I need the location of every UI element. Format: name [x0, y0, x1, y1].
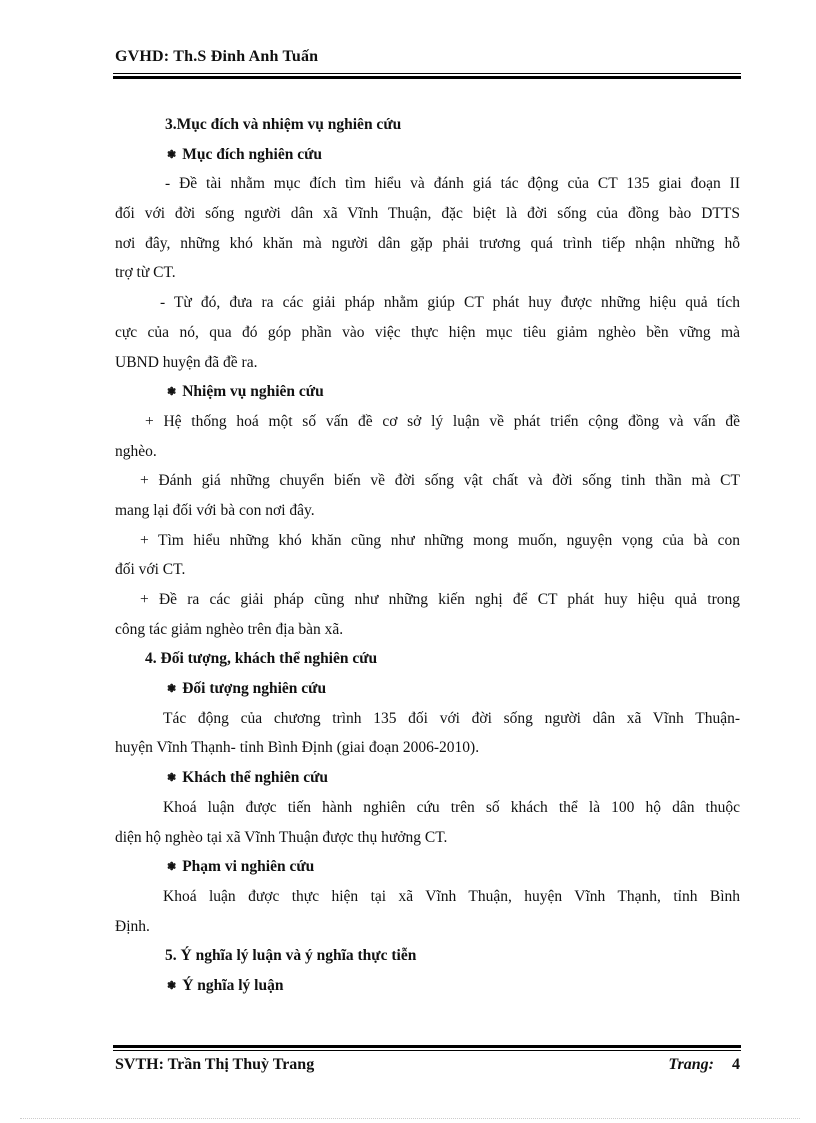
flower-bullet-icon: ❃ — [167, 979, 177, 992]
page-footer — [115, 1056, 740, 1074]
subheading-text: Đối tượng nghiên cứu — [182, 680, 327, 698]
page-header-advisor: GVHD: Th.S Đinh Anh Tuấn — [115, 48, 319, 65]
body-line: huyện Vĩnh Thạnh- tỉnh Bình Định (giai đoạn 2006-2010). — [115, 739, 480, 757]
body-line: - Từ đó, đưa ra các giải pháp nhằm giúp CT phát huy được những hiệu quả tích — [160, 294, 740, 312]
body-line: + Tìm hiểu những khó khăn cũng như những mong muốn, nguyện vọng của bà con — [140, 531, 740, 549]
page-body — [115, 110, 740, 1001]
page-number: 4 — [732, 1056, 740, 1073]
subheading-object — [115, 674, 740, 704]
subheading-text: Khách thể nghiên cứu — [182, 769, 329, 787]
body-line: nghèo. — [115, 442, 157, 460]
body-line: - Đề tài nhằm mục đích tìm hiểu và đánh giá tác động của CT 135 giai đoạn II — [165, 175, 740, 193]
footer-rule-thin — [113, 1050, 741, 1051]
footer-student: SVTH: Trần Thị Thuỳ Trang — [115, 1056, 315, 1073]
subheading-text: Nhiệm vụ nghiên cứu — [182, 383, 324, 401]
body-line: công tác giảm nghèo trên địa bàn xã. — [115, 620, 344, 638]
page-edge-divider — [20, 1118, 800, 1119]
footer-page — [668, 1056, 740, 1074]
body-line: Tác động của chương trình 135 đối với đời sống người dân xã Vĩnh Thuận- — [163, 709, 740, 727]
body-line: trợ từ CT. — [115, 264, 176, 282]
subheading-text: Mục đích nghiên cứu — [182, 145, 322, 163]
section-heading-4: 4. Đối tượng, khách thể nghiên cứu — [145, 650, 378, 668]
body-line: Khoá luận được thực hiện tại xã Vĩnh Thuận, huyện Vĩnh Thạnh, tỉnh Bình — [163, 887, 740, 905]
body-line: + Đề ra các giải pháp cũng như những kiến nghị để CT phát huy hiệu quả trong — [140, 591, 740, 608]
subheading-subject — [115, 763, 740, 793]
flower-bullet-icon: ❃ — [167, 148, 177, 161]
header-rule-thin — [113, 73, 741, 74]
flower-bullet-icon: ❃ — [167, 772, 177, 785]
footer-rule-thick — [113, 1045, 741, 1048]
subheading-text: Ý nghĩa lý luận — [182, 976, 284, 994]
section-heading-3: 3.Mục đích và nhiệm vụ nghiên cứu — [165, 116, 402, 133]
flower-bullet-icon: ❃ — [167, 861, 177, 874]
page-label: Trang: — [668, 1056, 714, 1073]
body-line: diện hộ nghèo tại xã Vĩnh Thuận được thụ hưởng CT. — [115, 828, 448, 846]
section-heading-5: 5. Ý nghĩa lý luận và ý nghĩa thực tiễn — [165, 947, 417, 965]
body-line: đối với đời sống người dân xã Vĩnh Thuận, đặc biệt là đời sống của đồng bào DTTS — [115, 205, 740, 223]
subheading-theory — [115, 971, 740, 1001]
body-line: Định. — [115, 917, 150, 935]
body-line: Khoá luận được tiến hành nghiên cứu trên số khách thể là 100 hộ dân thuộc — [163, 798, 740, 816]
body-line: nơi đây, những khó khăn mà người dân gặp phải trương quá trình tiếp nhận những hỗ — [115, 234, 740, 252]
flower-bullet-icon: ❃ — [167, 683, 177, 696]
flower-bullet-icon: ❃ — [167, 386, 177, 399]
subheading-purpose — [115, 140, 740, 170]
body-line: cực của nó, qua đó góp phần vào việc thực hiện mục tiêu giảm nghèo bền vững mà — [115, 323, 740, 341]
body-line: + Hệ thống hoá một số vấn đề cơ sở lý luận về phát triển cộng đồng và vấn đề — [145, 412, 740, 430]
body-line: UBND huyện đã đề ra. — [115, 353, 258, 371]
body-line: + Đánh giá những chuyển biến về đời sống vật chất và đời sống tinh thần mà CT — [140, 472, 740, 490]
subheading-tasks — [115, 377, 740, 407]
subheading-text: Phạm vi nghiên cứu — [182, 858, 315, 876]
subheading-scope — [115, 852, 740, 882]
body-line: đối với CT. — [115, 561, 186, 579]
body-line: mang lại đối với bà con nơi đây. — [115, 501, 315, 519]
header-rule-thick — [113, 76, 741, 79]
